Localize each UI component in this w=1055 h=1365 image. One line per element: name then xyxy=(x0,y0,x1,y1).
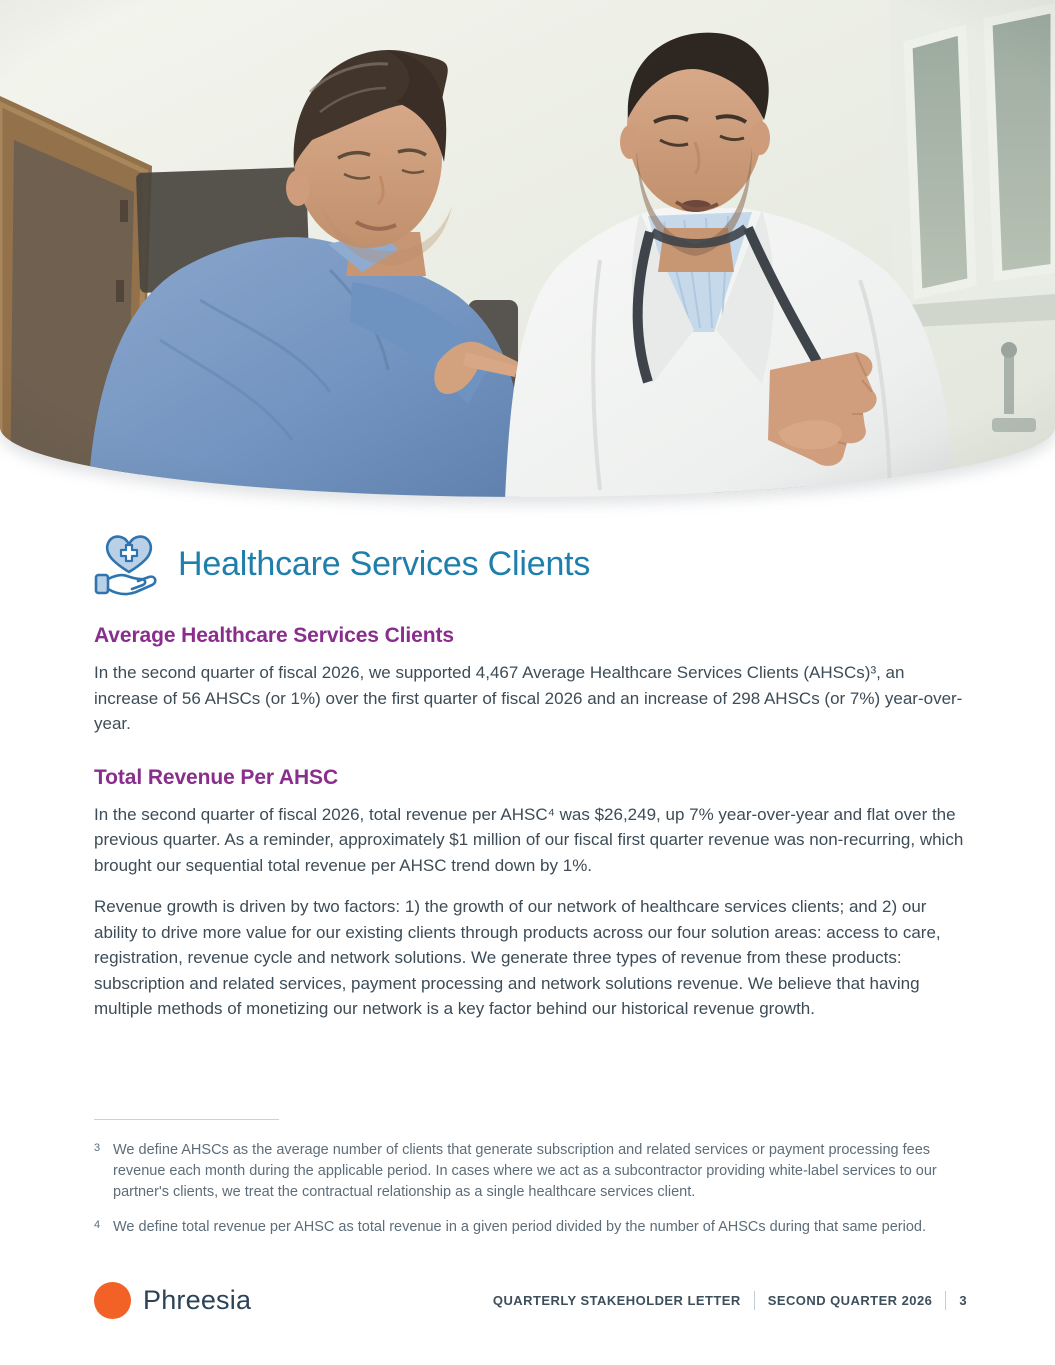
footnote-4 xyxy=(94,1217,967,1238)
hero-photo xyxy=(0,0,1055,497)
paragraph-revenue-1: In the second quarter of fiscal 2026, total revenue per AHSC⁴ was $26,249, up 7% year-over-year and flat over the previous quarter. As a reminder, approximately $1 million of our fiscal first quarter revenue was non-recurring, which brought our sequential total revenue per AHSC trend down by 1%. xyxy=(94,804,964,875)
footnote-3 xyxy=(94,1140,967,1203)
footnote-text: We define AHSCs as the average number of clients that generate subscription and related services or payment processing fees revenue each month during the applicable period. In cases where we act as a subcontractor providing white-label services to our partner's clients, we treat the contractual relationship as a single healthcare services client. xyxy=(113,1141,937,1200)
paragraph-revenue-2: Revenue growth is driven by two factors: 1) the growth of our network of healthcare services clients; and 2) our ability to drive more value for our existing clients through products across our four solution areas: access to care, registration, revenue cycle and network solutions. We generate three types of revenue from these products: subscription and related services, payment processing and network solutions revenue. We believe that having multiple methods of monetizing our network is a key factor behind our historical revenue growth. xyxy=(94,897,941,1018)
subsection-heading-average-ahscs: Average Healthcare Services Clients xyxy=(94,624,454,647)
page-number: 3 xyxy=(959,1292,967,1308)
separator xyxy=(754,1291,755,1310)
letter-content xyxy=(0,531,1055,1319)
section-title-row xyxy=(94,531,967,597)
phreesia-logo xyxy=(94,1282,251,1319)
hand-heart-icon xyxy=(94,531,164,597)
footnote-marker: 3 xyxy=(94,1141,101,1154)
page-footer xyxy=(94,1282,967,1319)
subsection-heading-revenue-per-ahsc: Total Revenue Per AHSC xyxy=(94,765,339,789)
footnote-divider xyxy=(94,1119,279,1120)
hero-photo-illustration xyxy=(0,0,1055,497)
brand-name: Phreesia xyxy=(143,1284,252,1315)
paragraph-average-ahscs: In the second quarter of fiscal 2026, we supported 4,467 Average Healthcare Services Clients (AHSCs)³, an increase of 56 AHSCs (or 1%) over the first quarter of fiscal 2026 and an increase of 298 AHSCs (or 7%) year-over-year. xyxy=(94,663,963,733)
page-title: Healthcare Services Clients xyxy=(178,544,591,583)
footer-meta xyxy=(493,1291,967,1310)
separator xyxy=(945,1291,946,1310)
phreesia-orange-circle-icon xyxy=(94,1282,131,1319)
footnote-text: We define total revenue per AHSC as total revenue in a given period divided by the number of AHSCs during that same period. xyxy=(113,1218,927,1235)
footnote-marker: 4 xyxy=(94,1218,101,1231)
doc-title: QUARTERLY STAKEHOLDER LETTER xyxy=(492,1292,741,1308)
period: SECOND QUARTER 2026 xyxy=(767,1292,933,1308)
